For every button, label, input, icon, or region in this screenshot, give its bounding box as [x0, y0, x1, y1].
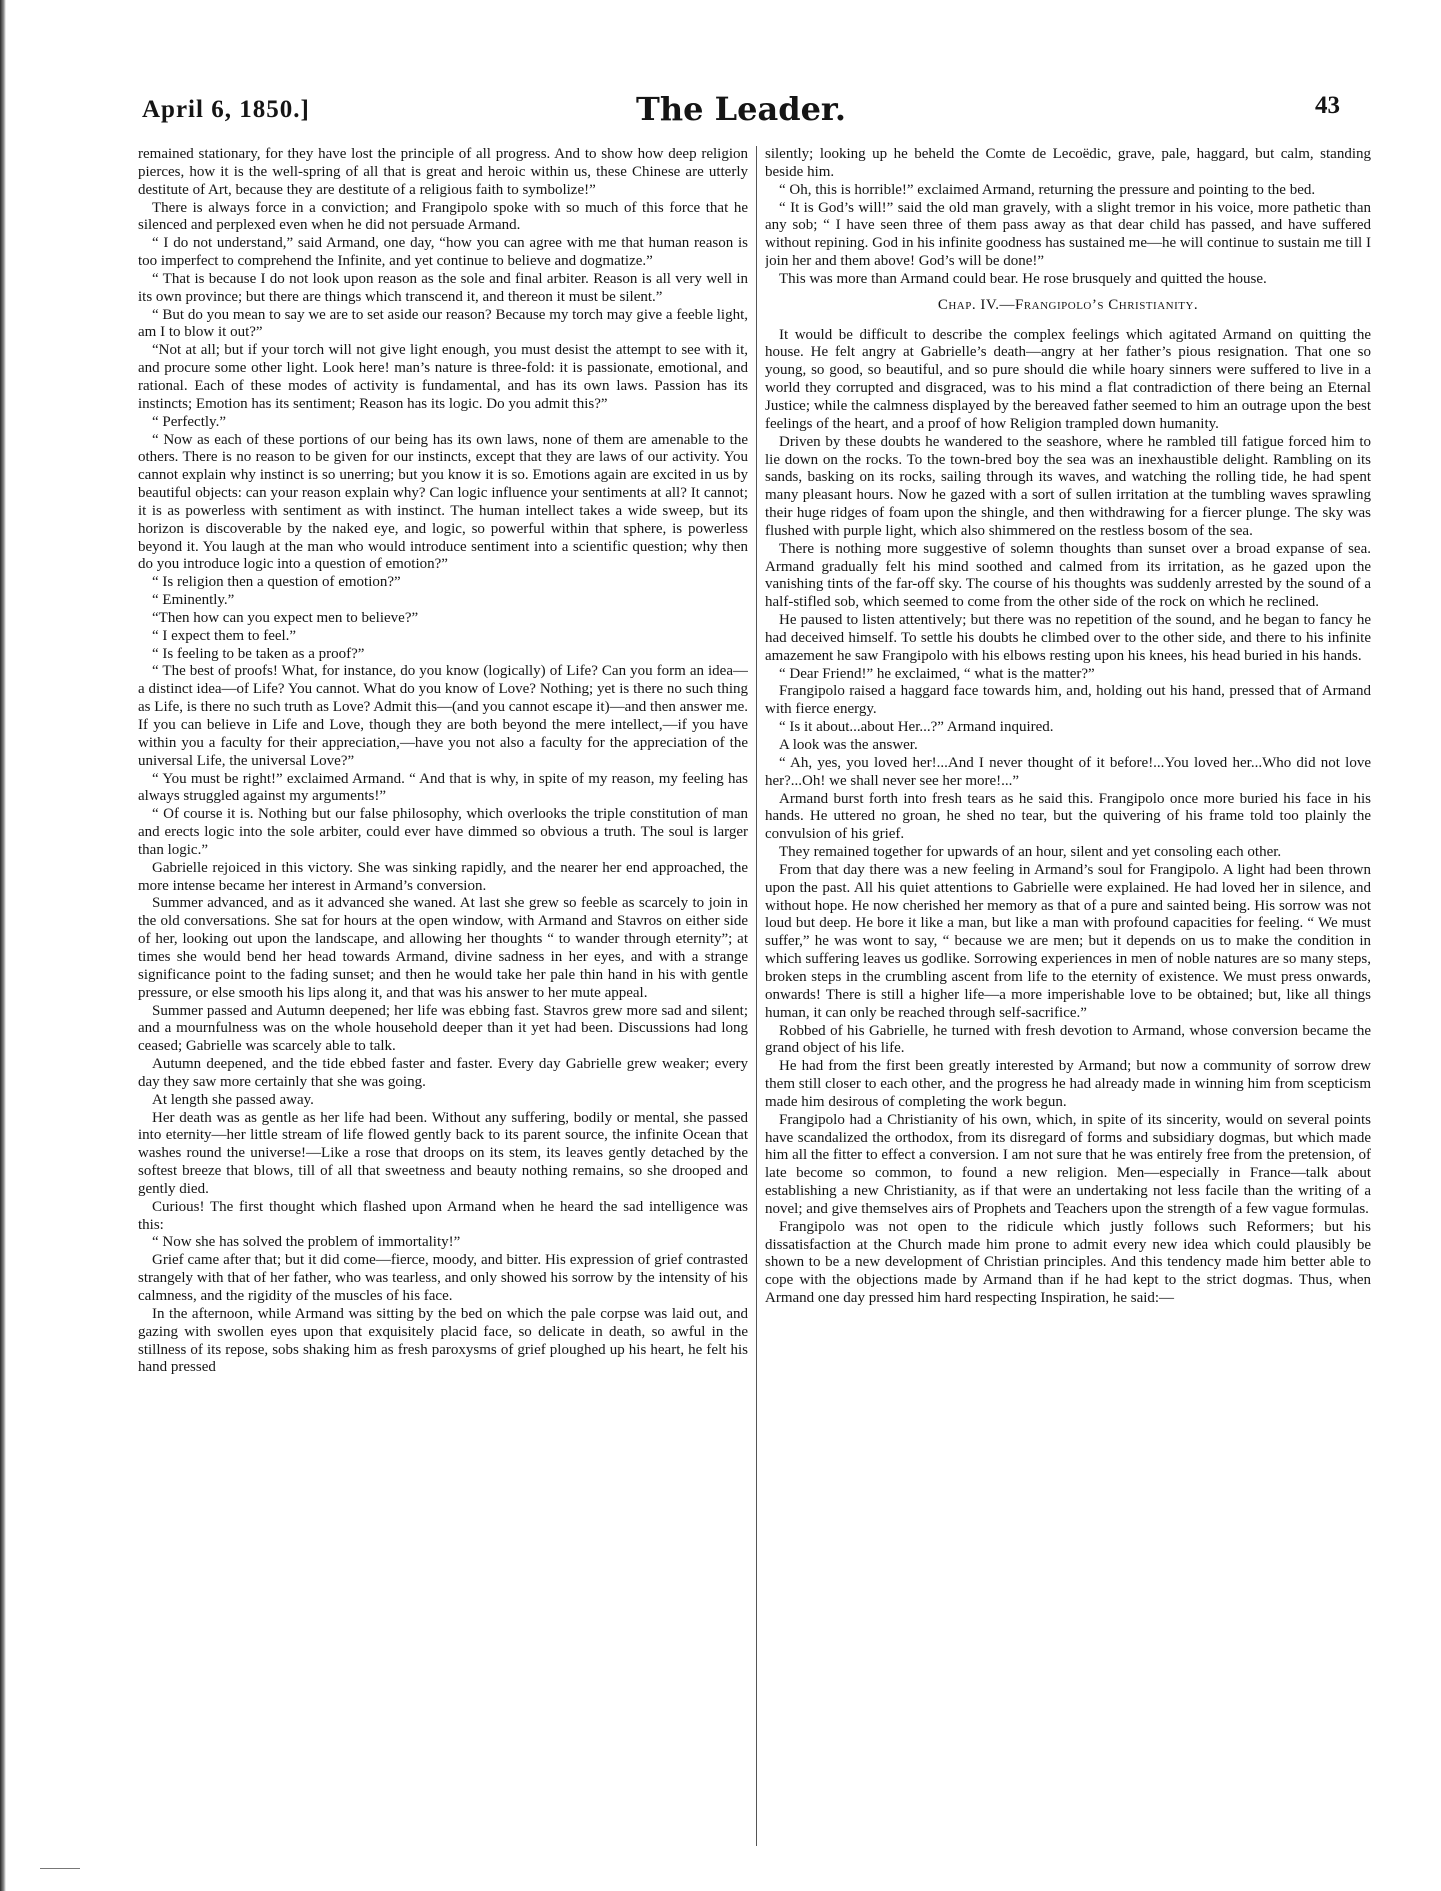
paragraph: Summer passed and Autumn deepened; her life was ebbing fast. Stavros grew more sad and silent; and a mournfulness was on the whole household deeper than it yet had been. Discussions had long ceased; Gabrielle was scarcely able to talk.: [138, 1002, 748, 1055]
paragraph: “ Perfectly.”: [152, 413, 226, 430]
paragraph: Summer advanced, and as it advanced she waned. At last she grew so feeble as scarcely to join in the old conversations. She sat for hours at the open window, with Armand and Stavros on either side of her, looking out upon the landscape, and allowing her thoughts “ to wander through eternity”; at times she would bend her head towards Armand, divine sadness in her eyes, and with a strange significance point to the fading sunset; and then he would take her pale thin hand in his with gentle pressure, or else smooth his lips along it, and that was his answer to her mute appeal.: [138, 895, 748, 1001]
masthead: [142, 88, 1340, 128]
paragraph: “ I expect them to feel.”: [152, 627, 297, 644]
paragraph: Grief came after that; but it did come—fierce, moody, and bitter. His expression of grief contrasted strangely with that of her father, who was tearless, and only showed his sorrow by the intensity of his calmness, and the rigidity of the muscles of his face.: [138, 1252, 748, 1304]
issue-date: April 6, 1850.]: [142, 96, 310, 123]
paragraph: At length she passed away.: [152, 1091, 314, 1108]
paragraph: Frangipolo was not open to the ridicule which justly follows such Reformers; but his dissatisfaction at the Church made him prone to admit every new idea which could plausibly be shown to be a new development of Christian principles. And this tendency made him better able to cope with the objections made by Armand than if he had kept to the strict dogmas. Thus, when Armand one day pressed him hard respecting Inspiration, he said:—: [765, 1218, 1371, 1307]
paragraph: “ I do not understand,” said Armand, one day, “how you can agree with me that human reason is too imperfect to comprehend the Infinite, and yet continue to believe and dogmatize.”: [138, 235, 748, 270]
paragraph: Autumn deepened, and the tide ebbed faster and faster. Every day Gabrielle grew weaker; every day they saw more certainly that she was going.: [138, 1056, 748, 1090]
paragraph: There is nothing more suggestive of solemn thoughts than sunset over a broad expanse of sea. Armand gradually felt his mind soothed and calmed from its irritation, as he gazed upon the vanishing tints of the far-off sky. The course of his thoughts was suddenly arrested by the sound of a half-stifled sob, which seemed to come from the other side of the rock on which he reclined.: [765, 540, 1371, 611]
paragraph: Frangipolo had a Christianity of his own, which, in spite of its sincerity, would on several points have scandalized the orthodox, from its disregard of forms and subsidiary dogmas, but which made him all the fitter to effect a conversion. I am not sure that he was entirely free from the pretension, of late become so common, to found a new religion. Men—especially in France—talk about establishing a new Christianity, as if that were an undertaking not less facile than the writing of a novel; and give themselves airs of Prophets and Teachers upon the strength of a few vague formulas.: [765, 1111, 1371, 1217]
paragraph: It would be difficult to describe the complex feelings which agitated Armand on quitting the house. He felt angry at Gabrielle’s death—angry at her father’s pious resignation. That one so young, so good, so beautiful, and so pure should die while hoary sinners were suffered to live in a world they corrupted and disgraced, was to his mind a flat contradiction of there being an Eternal Justice; while the calmness displayed by the bereaved father seemed to him an outrage upon the best feelings of the heart, and a proof of how Religion trampled down humanity.: [765, 326, 1371, 432]
paragraph: “Not at all; but if your torch will not give light enough, you must desist the attempt to see with it, and procure some other light. Look here! man’s nature is three-fold: it is passionate, emotional, and rational. Each of these modes of activity is fundamental, and has its own laws. Passion has its instincts; Emotion has its sentiment; Reason has its logic. Do you admit this?”: [138, 342, 748, 412]
paragraph: In the afternoon, while Armand was sitting by the bed on which the pale corpse was laid out, and gazing with swollen eyes upon that exquisitely placid face, so delicate in death, so awful in the stillness of its repose, sobs shaking him as fresh paroxysms of grief ploughed up his heart, he felt his hand pressed: [138, 1305, 748, 1376]
paragraph: Frangipolo raised a haggard face towards him, and, holding out his hand, pressed that of Armand with fierce energy.: [765, 683, 1371, 718]
paragraph: “ Oh, this is horrible!” exclaimed Armand, returning the pressure and pointing to the bed.: [779, 181, 1316, 198]
column-rule: [756, 146, 757, 1846]
paragraph: “ It is God’s will!” said the old man gravely, with a slight tremor in his voice, more pathetic than any sob; “ I have seen three of them pass away as that dear child has passed, and have suffered without repining. God in his infinite goodness has sustained me—he will continue to sustain me till I join her and them above! God’s will be done!”: [765, 199, 1371, 270]
page-footer-mark: [40, 1868, 80, 1877]
right-column-continuation: [765, 146, 1371, 289]
paragraph: They remained together for upwards of an hour, silent and yet consoling each other.: [779, 844, 1282, 861]
paragraph: Curious! The first thought which flashed upon Armand when he heard the sad intelligence was this:: [138, 1198, 748, 1233]
paragraph: There is always force in a conviction; and Frangipolo spoke with so much of this force that he silenced and perplexed even when he did not persuade Armand.: [138, 199, 748, 234]
newspaper-title: The Leader.: [636, 90, 846, 128]
paragraph: “ Ah, yes, you loved her!...And I never thought of it before!...You loved her...Who did not love her?...Oh! we shall never see her more!...”: [765, 754, 1371, 789]
paragraph: “ The best of proofs! What, for instance, do you know (logically) of Life? Can you form an idea—a distinct idea—of Life? You cannot. What do you know of Love? Nothing; yet is there no such thing as Life, is there no such truth as Love? Admit this—(and you cannot escape it)—and then answer me. If you can believe in Life and Love, though they are both beyond the mere intellect,—if you have within you a faculty for their appreciation,—have you not also a faculty for the appreciation of the universal Life, the universal Love?”: [138, 663, 748, 769]
chapter-heading: Chap. IV.—Frangipolo’s Christianity.: [937, 296, 1199, 313]
paragraph: “ Now she has solved the problem of immortality!”: [152, 1234, 461, 1251]
right-column: [765, 146, 1371, 1856]
paragraph: Gabrielle rejoiced in this victory. She was sinking rapidly, and the nearer her end approached, the more intense became her interest in Armand’s conversion.: [138, 859, 748, 894]
paragraph: He paused to listen attentively; but there was no repetition of the sound, and he began to fancy he had deceived himself. To settle his doubts he climbed over to the other side, and there to his infinite amazement he saw Frangipolo with his elbows resting upon his knees, his head buried in his hands.: [765, 612, 1371, 664]
page-binding-edge: [0, 0, 6, 1891]
paragraph: “ That is because I do not look upon reason as the sole and final arbiter. Reason is all very well in its own province; but there are things which transcend it, and thereon it must be silent.”: [138, 270, 748, 305]
paragraph: Armand burst forth into fresh tears as he said this. Frangipolo once more buried his face in his hands. He uttered no groan, he shed no tear, but the quivering of his frame told too plainly the convulsion of his grief.: [765, 790, 1371, 843]
paragraph: A look was the answer.: [779, 737, 918, 753]
left-column: [138, 146, 748, 1856]
page-number: 43: [1315, 92, 1340, 119]
paragraph: Robbed of his Gabrielle, he turned with fresh devotion to Armand, whose conversion became the grand object of his life.: [765, 1022, 1371, 1057]
paragraph: This was more than Armand could bear. He rose brusquely and quitted the house.: [779, 270, 1267, 287]
paragraph: remained stationary, for they have lost the principle of all progress. And to show how deep religion pierces, how it is the well-spring of all that is great and heroic within us, these Chinese are utterly destitute of Art, because they are destitute of a religious faith to symbolize!”: [138, 146, 748, 198]
paragraph: “ Is feeling to be taken as a proof?”: [152, 645, 365, 662]
paragraph: “ Is it about...about Her...?” Armand inquired.: [779, 719, 1054, 736]
paragraph: “ Eminently.”: [152, 592, 235, 609]
paragraph: silently; looking up he beheld the Comte de Lecoëdic, grave, pale, haggard, but calm, standing beside him.: [765, 146, 1371, 180]
paragraph: “ Of course it is. Nothing but our false philosophy, which overlooks the triple constitution of man and erects logic into the sole arbiter, could ever have dimmed so obvious a truth. The soul is larger than logic.”: [138, 806, 748, 858]
paragraph: “ Is religion then a question of emotion?”: [152, 574, 401, 591]
paragraph: “ Dear Friend!” he exclaimed, “ what is the matter?”: [779, 665, 1095, 682]
paragraph: “ You must be right!” exclaimed Armand. “ And that is why, in spite of my reason, my feeling has always struggled against my arguments!”: [138, 770, 748, 805]
paragraph: “Then how can you expect men to believe?”: [152, 609, 419, 626]
paragraph: “ Now as each of these portions of our being has its own laws, none of them are amenable to the others. There is no reason to be given for our instincts, except that they are laws of our activity. You cannot explain why instinct is so unerring; but you know it is so. Emotions again are excited in us by beautiful objects: can your reason explain why? Can logic influence your sentiments at all? It cannot; it is as powerless with sentiment as with instinct. The human intellect takes a wide sweep, but its horizon is discoverable by the naked eye, and logic, so powerful within that sphere, is powerless beyond it. You laugh at the man who would introduce sentiment into a scientific question; why then do you introduce logic into a question of emotion?”: [138, 431, 748, 573]
chapter-body: [765, 327, 1371, 1308]
paragraph: Driven by these doubts he wandered to the seashore, where he rambled till fatigue forced him to lie down on the rocks. To the town-bred boy the sea was an inexhaustible delight. Rambling on its sands, basking on its rocks, sailing through its waves, and watching the rolling tide, he had spent many pleasant hours. Now he gazed with a sort of sullen irritation at the tumbling waves sprawling their huge ridges of foam upon the shingle, and then withdrawing for a fiercer plunge. The sky was flushed with purple light, which also shimmered on the restless bosom of the sea.: [765, 433, 1371, 539]
paragraph: From that day there was a new feeling in Armand’s soul for Frangipolo. A light had been thrown upon the past. All his quiet attentions to Gabrielle were explained. He had loved her in silence, and without hope. He now cherished her memory as that of a pure and sainted being. His sorrow was not loud but deep. He bore it like a man, but like a man with profound capacities for feeling. “ We must suffer,” he was wont to say, “ because we are men; but it depends on us to make the condition in which suffering leaves us godlike. Sorrowing experiences in men of noble natures are so many steps, broken steps in the crumbling ascent from life to the eternity of existence. We must press onwards, onwards! There is still a higher life—a more imperishable love to be obtained; but, like all things human, it can only be reached through self-sacrifice.”: [765, 861, 1371, 1021]
paragraph: Her death was as gentle as her life had been. Without any suffering, bodily or mental, she passed into eternity—her little stream of life flowed gently back to its parent source, the infinite Ocean that washes round the universe!—Like a rose that droops on its stem, its leaves gently detached by the softest breeze that blows, till of all that sweetness and beauty nothing remains, so she drooped and gently died.: [138, 1109, 748, 1197]
paragraph: “ But do you mean to say we are to set aside our reason? Because my torch may give a feeble light, am I to blow it out?”: [138, 306, 748, 341]
paragraph: He had from the first been greatly interested by Armand; but now a community of sorrow drew them still closer to each other, and the progress he had already made in winning him from scepticism made him desirous of completing the work begun.: [765, 1058, 1371, 1110]
